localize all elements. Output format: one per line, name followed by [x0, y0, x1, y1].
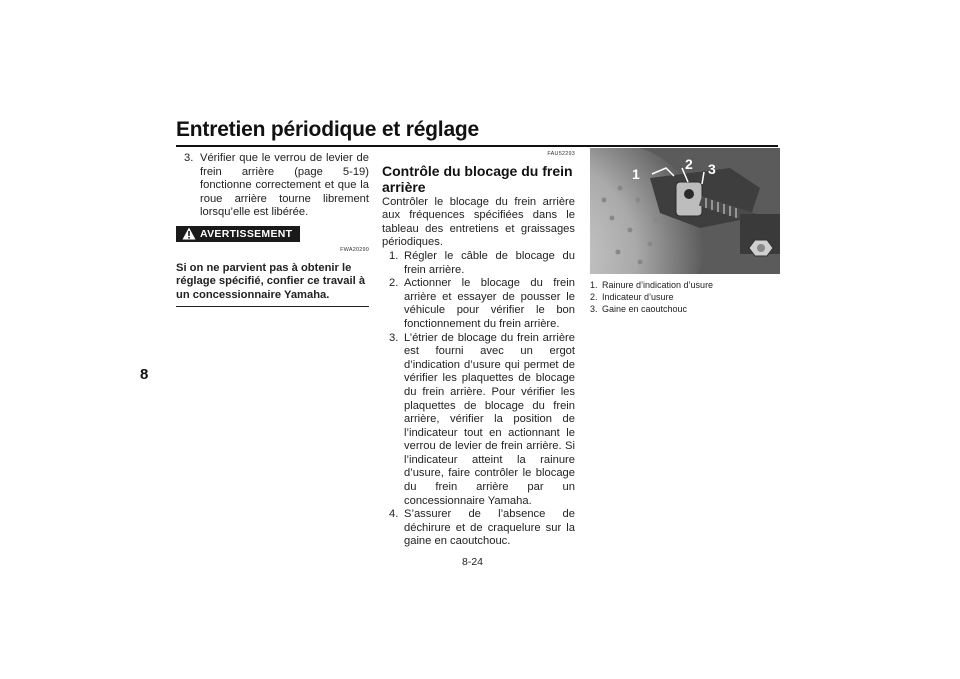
- step-number: 1.: [389, 249, 399, 262]
- step-text: Régler le câble de blocage du frein arrière.: [404, 249, 575, 276]
- step-text: S’assurer de l’absence de déchirure et de craquelure sur la gaine en caoutchouc.: [404, 508, 575, 548]
- caption-item: 2. Indicateur d’usure: [590, 292, 674, 302]
- step-number: 4.: [389, 508, 399, 521]
- warning-rule: [176, 306, 369, 307]
- step-text: Actionner le blocage du frein arrière et essayer de pousser le véhicule pour vérifier le bon fonctionnement du frein arrière.: [404, 277, 575, 330]
- left-column: [176, 152, 369, 307]
- middle-column: [382, 148, 575, 549]
- step-3: [382, 332, 575, 509]
- page-header-title: Entretien périodique et réglage: [176, 118, 480, 141]
- page-number: 8-24: [462, 556, 484, 568]
- step-text: L’étrier de blocage du frein arrière est fourni avec un ergot d’indication d’usure qui permet de vérifier les plaquettes de blocage du frein arrière. Pour vérifier les plaquettes de blocage du frein arrière, vérifier la position de l’indicateur tout en actionnant le verrou de levier de frein arrière. Si l’indicateur atteint la rainure d’usure, faire contrôler le blocage du frein arrière par un concessionnaire Yamaha.: [404, 331, 575, 507]
- warning-triangle-icon: [182, 227, 196, 240]
- brake-caliper-photo: [590, 148, 780, 274]
- photo-callout-2: 2: [685, 156, 693, 172]
- step-number: 3.: [184, 152, 194, 164]
- step-2: [382, 277, 575, 331]
- chapter-tab: 8: [140, 366, 149, 383]
- step-number: 3.: [389, 331, 399, 344]
- step-3-brake-lock: [176, 152, 369, 220]
- photo-callout-1: 1: [632, 166, 640, 182]
- warning-ref-code: FWA20290: [340, 246, 369, 253]
- section-intro: Contrôler le blocage du frein arrière aux fréquences spécifiées dans le tableau des entretiens et graissages périodiques.: [382, 195, 575, 249]
- section-title: Contrôle du blocage du frein arrière: [382, 162, 573, 195]
- step-1: [382, 250, 575, 277]
- photo-captions: [590, 279, 780, 315]
- caption-item: 1. Rainure d’indication d’usure: [590, 280, 714, 290]
- step-text: Vérifier que le verrou de levier de frein arrière (page 5-19) fonctionne correctement et que la roue arrière tourne librement lorsqu’elle est libérée.: [200, 152, 369, 219]
- step-number: 2.: [389, 277, 399, 290]
- warning-label: AVERTISSEMENT: [176, 226, 300, 242]
- photo-callout-3: 3: [708, 161, 716, 177]
- caption-item: 3. Gaine en caoutchouc: [590, 304, 688, 314]
- warning-text: Si on ne parvient pas à obtenir le réglage spécifié, confier ce travail à un concessionnaire Yamaha.: [176, 261, 366, 301]
- warning-header: [176, 226, 369, 244]
- step-4: [382, 508, 575, 549]
- section-ref-code: FAU52293: [547, 151, 575, 157]
- right-column: [590, 148, 780, 315]
- header-rule: [176, 145, 778, 147]
